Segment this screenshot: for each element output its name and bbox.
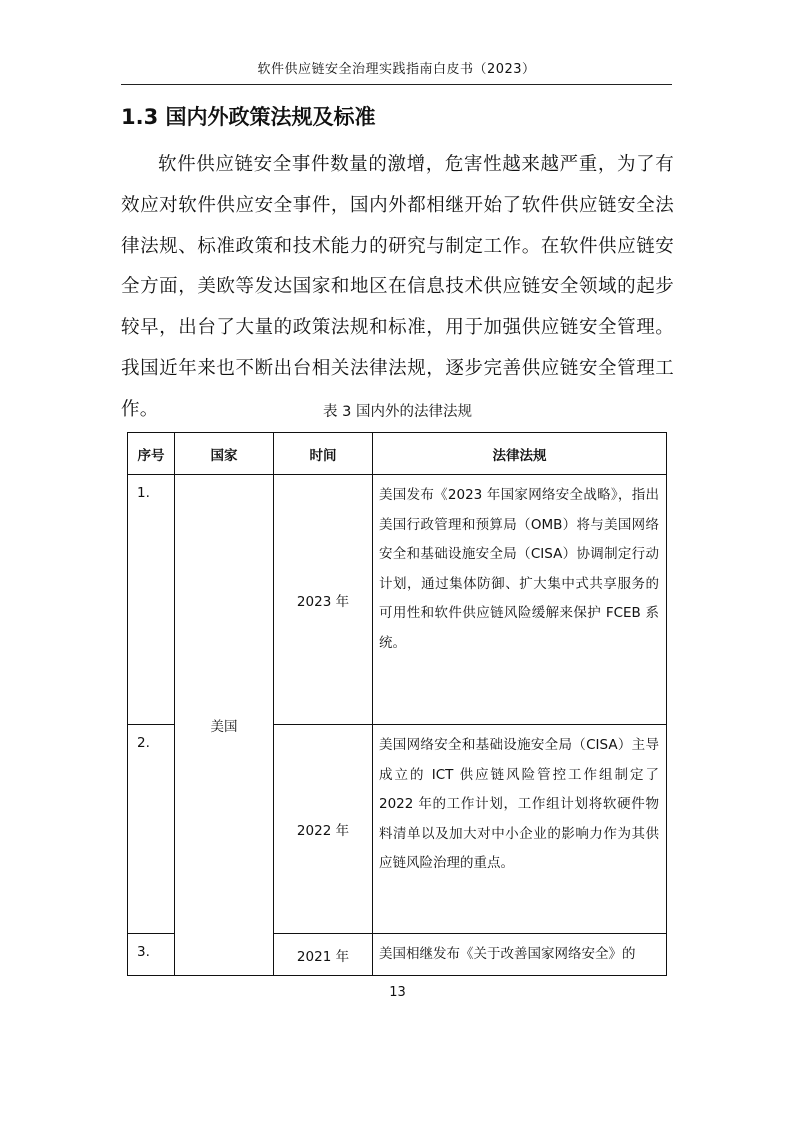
- time-cell: 2022 年: [274, 725, 373, 934]
- law-cell: 美国网络安全和基础设施安全局（CISA）主导成立的 ICT 供应链风险管控工作组制定了 2022 年的工作计划，工作组计划将软硬件物料清单以及加大对中小企业的影响力作为其供应链风险治理的重点。: [373, 725, 667, 934]
- header-country: 国家: [175, 433, 274, 475]
- row-number: 2.: [128, 725, 175, 934]
- table-row: [128, 475, 667, 725]
- header-no: 序号: [128, 433, 175, 475]
- row-number: 1.: [128, 475, 175, 725]
- law-cell: 美国相继发布《关于改善国家网络安全》的: [373, 934, 667, 976]
- header-law: 法律法规: [373, 433, 667, 475]
- header-divider: [121, 84, 672, 85]
- law-cell: 美国发布《2023 年国家网络安全战略》，指出美国行政管理和预算局（OMB）将与美国网络安全和基础设施安全局（CISA）协调制定行动计划，通过集体防御、扩大集中式共享服务的可用性和软件供应链风险缓解来保护 FCEB 系统。: [373, 475, 667, 725]
- table-caption: 表 3 国内外的法律法规: [323, 404, 472, 420]
- time-cell: 2021 年: [274, 934, 373, 976]
- table-header-row: [128, 433, 667, 475]
- header-time: 时间: [274, 433, 373, 475]
- laws-regulations-table: [127, 432, 667, 976]
- section-heading: 1.3 国内外政策法规及标准: [121, 105, 376, 129]
- running-header: 软件供应链安全治理实践指南白皮书（2023）: [257, 62, 536, 77]
- page-number: 13: [389, 985, 406, 1000]
- country-cell: 美国: [175, 475, 274, 976]
- time-cell: 2023 年: [274, 475, 373, 725]
- row-number: 3.: [128, 934, 175, 976]
- body-paragraph: 软件供应链安全事件数量的激增，危害性越来越严重，为了有效应对软件供应安全事件，国内外都相继开始了软件供应链安全法律法规、标准政策和技术能力的研究与制定工作。在软件供应链安全方面，美欧等发达国家和地区在信息技术供应链安全领域的起步较早，出台了大量的政策法规和标准，用于加强供应链安全管理。我国近年来也不断出台相关法律法规，逐步完善供应链安全管理工作。: [121, 154, 674, 420]
